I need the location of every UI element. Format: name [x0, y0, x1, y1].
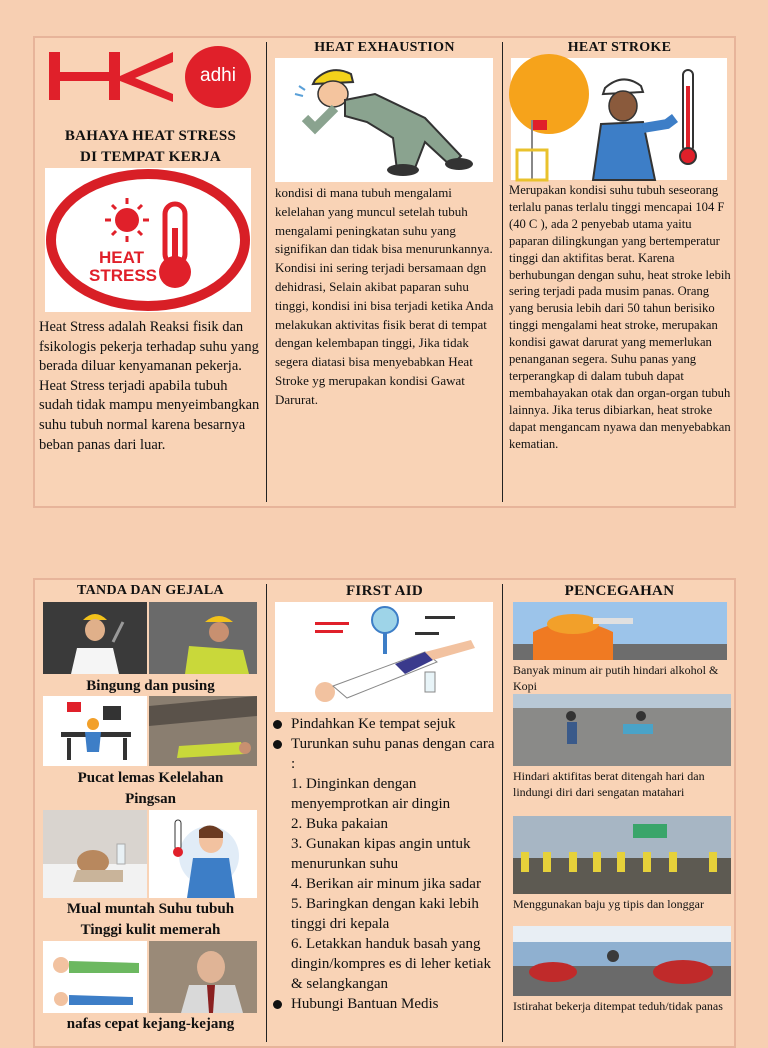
heat-stroke-image [511, 58, 727, 180]
adhi-logo [185, 46, 251, 108]
exhausted-worker-illustration [275, 58, 493, 182]
prevention-column [503, 580, 736, 1046]
cooling-step: 4. Berikan air minum jika sadar [291, 876, 481, 892]
adhi-logo-text: adhi [200, 65, 236, 86]
cooling-step: 3. Gunakan kipas angin untuk menurunkan suhu [291, 836, 471, 872]
cooling-step: 6. Letakkan handuk basah yang dingin/kompres es di leher ketiak & selangkangan [291, 936, 491, 992]
first-aid-item [273, 994, 497, 1014]
first-aid-list [273, 714, 497, 1014]
heat-stroke-illustration [511, 58, 727, 180]
heat-exhaustion-column [267, 38, 502, 506]
confused-worker-photo [43, 602, 147, 674]
cooling-step: 2. Buka pakaian [291, 816, 389, 832]
workers-group-icon [513, 816, 731, 894]
older-man-icon [149, 941, 257, 1013]
info-panel-top [33, 36, 736, 508]
heat-stroke-title: HEAT STROKE [567, 40, 672, 55]
shade-rest-photo [513, 926, 731, 996]
first-aid-item [273, 714, 497, 734]
heat-exhaustion-image [275, 58, 493, 182]
sign-caption: Mual muntah Suhu tubuh [66, 901, 235, 917]
fever-illustration [149, 810, 257, 898]
collapsed-worker-icon [149, 696, 257, 766]
nausea-icon [43, 810, 147, 898]
first-aid-item-text: Hubungi Bantuan Medis [291, 996, 439, 1012]
prevention-text: Istirahat bekerja ditempat teduh/tidak panas [513, 999, 723, 1013]
cooling-step: 1. Dinginkan dengan menyemprotkan air dingin [291, 776, 451, 812]
prevention-text: Hindari aktifitas berat ditengah hari dan lindungi diri dari sengatan matahari [513, 769, 705, 799]
first-aid-item [273, 734, 497, 774]
first-aid-item-text: Pindahkan Ke tempat sejuk [291, 716, 456, 732]
road-work-icon [513, 694, 731, 766]
badge-heat-label: HEAT [99, 248, 145, 267]
collapsed-worker-photo [149, 696, 257, 766]
prevention-text: Menggunakan baju yg tipis dan longgar [513, 897, 704, 911]
intro-title [35, 126, 266, 168]
svg-text:HK: HK [47, 35, 71, 52]
older-man-photo [149, 941, 257, 1013]
fatigue-office-illustration [43, 696, 147, 766]
sign-caption: Bingung dan pusing [86, 678, 215, 694]
tired-worker-icon [149, 602, 257, 674]
cooling-step: 5. Baringkan dengan kaki lebih tinggi dri kepala [291, 896, 479, 932]
prevention-title: PENCEGAHAN [564, 583, 675, 599]
fever-icon [149, 810, 257, 898]
heat-stress-badge-icon [45, 168, 251, 312]
hk-logo [47, 35, 177, 104]
heat-stroke-column [503, 38, 736, 506]
info-panel-bottom [33, 578, 736, 1048]
badge-stress-label: STRESS [89, 266, 158, 285]
lying-person-icon [43, 941, 147, 1013]
signs-column [35, 580, 266, 1046]
intro-title-line1: BAHAYA HEAT STRESS [64, 128, 237, 144]
lying-person-illustration [43, 941, 147, 1013]
prevention-text: Banyak minum air putih hindari alkohol & Kopi [513, 663, 719, 693]
cooling-steps [273, 774, 497, 994]
resting-workers-icon [513, 926, 731, 996]
tired-worker-photo [149, 602, 257, 674]
sign-caption: Pucat lemas Kelelahan [77, 770, 224, 786]
heat-stress-badge-image [45, 168, 251, 312]
first-aid-illustration [275, 602, 493, 712]
midday-work-photo [513, 694, 731, 766]
sign-caption: nafas cepat kejang-kejang [66, 1016, 235, 1032]
drinking-worker-icon [513, 602, 727, 660]
intro-title-line2: DI TEMPAT KERJA [80, 149, 221, 165]
heat-exhaustion-text: kondisi di mana tubuh mengalami kelelahan yang muncul setelah tubuh mengalami peningkatan suhu yang signifikan dan tidak bisa menurunkannya. Kondisi ini sering terjadi bersamaan dgn dehidrasi, Selain akibat paparan suhu tinggi, kondisi ini bisa terjadi ketika Anda melakukan aktivitas fisik berat di tempat dengan kelembapan tinggi, Jika tidak segera diatasi bisa menyebabkan Heat Stroke yg merupakan kondisi Gawat Darurat. [275, 185, 494, 407]
intro-text: Heat Stress adalah Reaksi fisik dan fsikologis pekerja terhadap suhu yang berada diluar kenyamanan pekerja. Heat Stress terjadi apabila tubuh sudah tidak mampu menyeimbangkan suhu tubuh normal karena besarnya beban panas dari luar. [39, 319, 260, 453]
light-clothing-photo [513, 816, 731, 894]
sign-caption: Pingsan [125, 791, 176, 807]
first-aid-column [267, 580, 502, 1046]
confused-worker-icon [43, 602, 147, 674]
first-aid-icon [275, 602, 493, 712]
drinking-water-photo [513, 602, 727, 660]
office-fatigue-icon [43, 696, 147, 766]
nausea-photo [43, 810, 147, 898]
first-aid-item-text: Turunkan suhu panas dengan cara : [291, 736, 495, 772]
signs-title: TANDA DAN GEJALA [77, 583, 224, 598]
first-aid-title: FIRST AID [345, 583, 424, 599]
heat-exhaustion-title: HEAT EXHAUSTION [314, 40, 455, 55]
intro-column [35, 35, 266, 506]
heat-stroke-text: Merupakan kondisi suhu tubuh seseorang terlalu panas terlalu tinggi mencapai 104 F (40 C ), ada 2 penyebab utama yaitu paparan dilingkungan yang bertemperatur tinggi dan aktifitas berat. Karena berhubungan dengan suhu, heat stroke lebih sering terjadi pada musim panas. Orang yang berusia lebih dari 50 tahun berisiko tinggi mengalami heat stroke, merupakan kondisi gawat darurat yang memerlukan penanganan segera. Suhu panas yang terperangkap di dalam tubuh dapat membahayakan otak dan organ-organ tubuh lainnya. Jika terus dibiarkan, heat stroke dapat mengancam nyawa dan menyebabkan kematian. [509, 183, 731, 451]
sign-caption: Tinggi kulit memerah [80, 922, 221, 938]
